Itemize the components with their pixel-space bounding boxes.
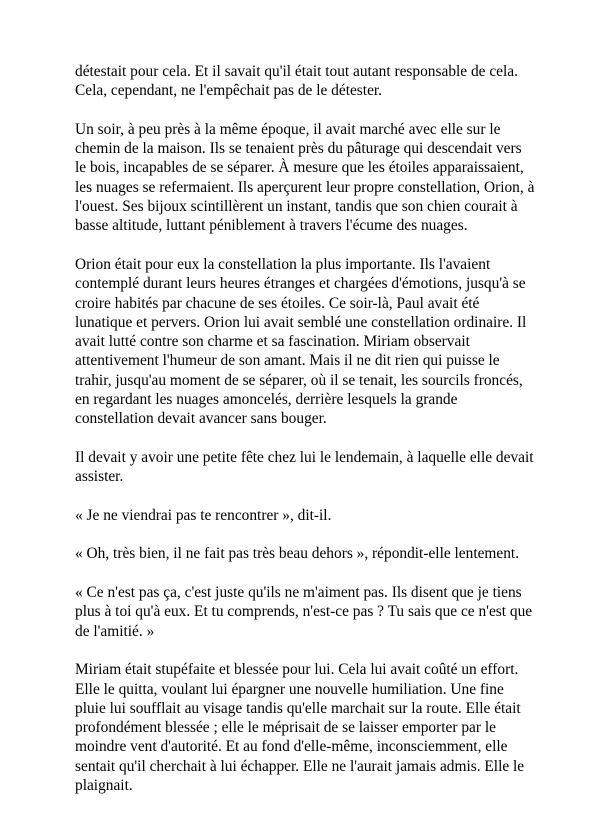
document-page <box>75 62 535 815</box>
paragraph-5: « Je ne viendrai pas te rencontrer », dit-il. <box>75 506 332 524</box>
paragraph-1: détestait pour cela. Et il savait qu'il était tout autant responsable de cela. Cela, cependant, ne l'empêchait pas de le détester. <box>75 63 518 100</box>
paragraph-7: « Ce n'est pas ça, c'est juste qu'ils ne m'aiment pas. Ils disent que je tiens plus à toi qu'à eux. Et tu comprends, n'est-ce pas ? Tu sais que ce n'est que de l'amitié. » <box>75 584 533 640</box>
paragraph-4: Il devait y avoir une petite fête chez lui le lendemain, à laquelle elle devait assister. <box>75 448 534 486</box>
paragraph-6: « Oh, très bien, il ne fait pas très beau dehors », répondit-elle lentement. <box>75 545 520 563</box>
paragraph-8: Miriam était stupéfaite et blessée pour lui. Cela lui avait coûté un effort. Elle le quitta, voulant lui épargner une nouvelle humiliation. Une fine pluie lui soufflait au visage tandis qu'elle marchait sur la route. Elle était profondément blessée ; elle le méprisait de se laisser emporter par le moindre vent d'autorité. Et au fond d'elle-même, inconsciemment, elle sentait qu'il cherchait à lui échapper. Elle ne l'aurait jamais admis. Elle le plaignait. <box>75 661 525 794</box>
paragraph-3: Orion était pour eux la constellation la plus importante. Ils l'avaient contemplé durant leurs heures étranges et chargées d'émotions, jusqu'à se croire habités par chacune de ses étoiles. Ce soir-là, Paul avait été lunatique et pervers. Orion lui avait semblé une constellation ordinaire. Il avait lutté contre son charme et sa fascination. Miriam observait attentivement l'humeur de son amant. Mais il ne dit rien qui puisse le trahir, jusqu'au moment de se séparer, où il se tenait, les sourcils froncés, en regardant les nuages amoncelés, derrière lesquels la grande constellation devait avancer sans bouger. <box>75 255 527 428</box>
paragraph-2: Un soir, à peu près à la même époque, il avait marché avec elle sur le chemin de la maison. Ils se tenaient près du pâturage qui descendait vers le bois, incapables de se séparer. À mesure que les étoiles apparaissaient, les nuages se refermaient. Ils aperçurent leur propre constellation, Orion, à l'ouest. Ses bijoux scintillèrent un instant, tandis que son chien courait à basse altitude, luttant péniblement à travers l'écume des nuages. <box>75 120 535 235</box>
